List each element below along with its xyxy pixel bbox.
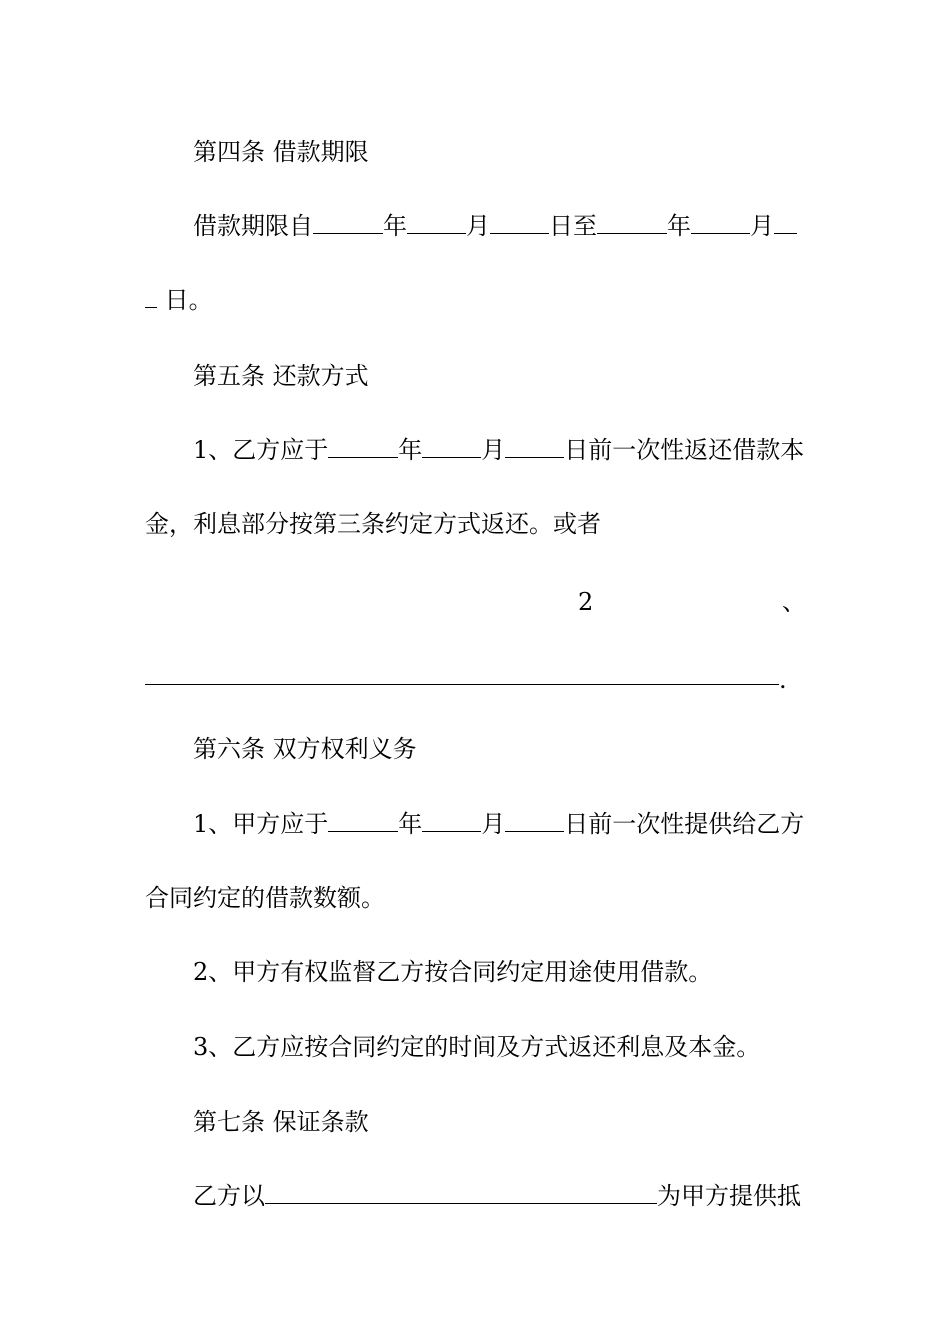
day-end-label: 日。 [164,286,213,314]
item1-prefix: 1、乙方应于 [193,436,329,464]
end-month-blank [691,211,750,234]
guarantee-blank [265,1181,657,1204]
year-label-2: 年 [667,212,691,240]
repay-day-blank [505,435,564,458]
item-prefix: 乙方以 [193,1182,265,1210]
start-month-blank [407,211,466,234]
article5-item2-blank [145,684,779,685]
item-rest: 为甲方提供抵 [657,1182,801,1210]
end-day-blank-a [774,211,797,234]
month-label-2: 月 [750,212,774,240]
article5-item2-number: 2 [578,588,594,616]
term-prefix: 借款期限自 [193,212,313,240]
article4-term-continuation [145,284,810,316]
provide-day-blank [505,809,564,832]
article7-item [145,1180,858,1212]
month-label: 月 [466,212,490,240]
start-year-blank [313,211,383,234]
provide-year-blank [328,809,398,832]
repay-year-blank [328,435,398,458]
year-label: 年 [383,212,407,240]
end-day-blank-b [145,285,157,308]
article5-item1-line2: 金，利息部分按第三条约定方式返还。或者 [145,510,601,538]
article4-term-line [145,210,858,242]
article4-heading: 第四条 借款期限 [193,138,369,166]
article5-heading: 第五条 还款方式 [193,362,369,390]
start-day-blank [490,211,549,234]
article5-item1-line1 [145,434,858,466]
article6-item2: 2、甲方有权监督乙方按合同约定用途使用借款。 [193,958,713,986]
article6-item1-line2: 合同约定的借款数额。 [145,884,385,912]
year-label: 年 [398,436,423,464]
repay-month-blank [422,435,481,458]
end-year-blank [597,211,667,234]
article5-item2-end: . [779,666,787,694]
month-label: 月 [481,436,506,464]
article7-heading: 第七条 保证条款 [193,1108,369,1136]
article6-item1-line1 [145,808,858,840]
item1-rest: 日前一次性返还借款本 [564,436,805,464]
item1-prefix: 1、甲方应于 [193,810,329,838]
day-to-label: 日至 [549,212,597,240]
article6-heading: 第六条 双方权利义务 [193,735,417,763]
article6-item3: 3、乙方应按合同约定的时间及方式返还利息及本金。 [193,1033,761,1061]
article5-item2-mark: 、 [782,588,806,616]
month-label: 月 [481,810,506,838]
year-label: 年 [398,810,423,838]
item1-rest: 日前一次性提供给乙方 [564,810,805,838]
provide-month-blank [422,809,481,832]
